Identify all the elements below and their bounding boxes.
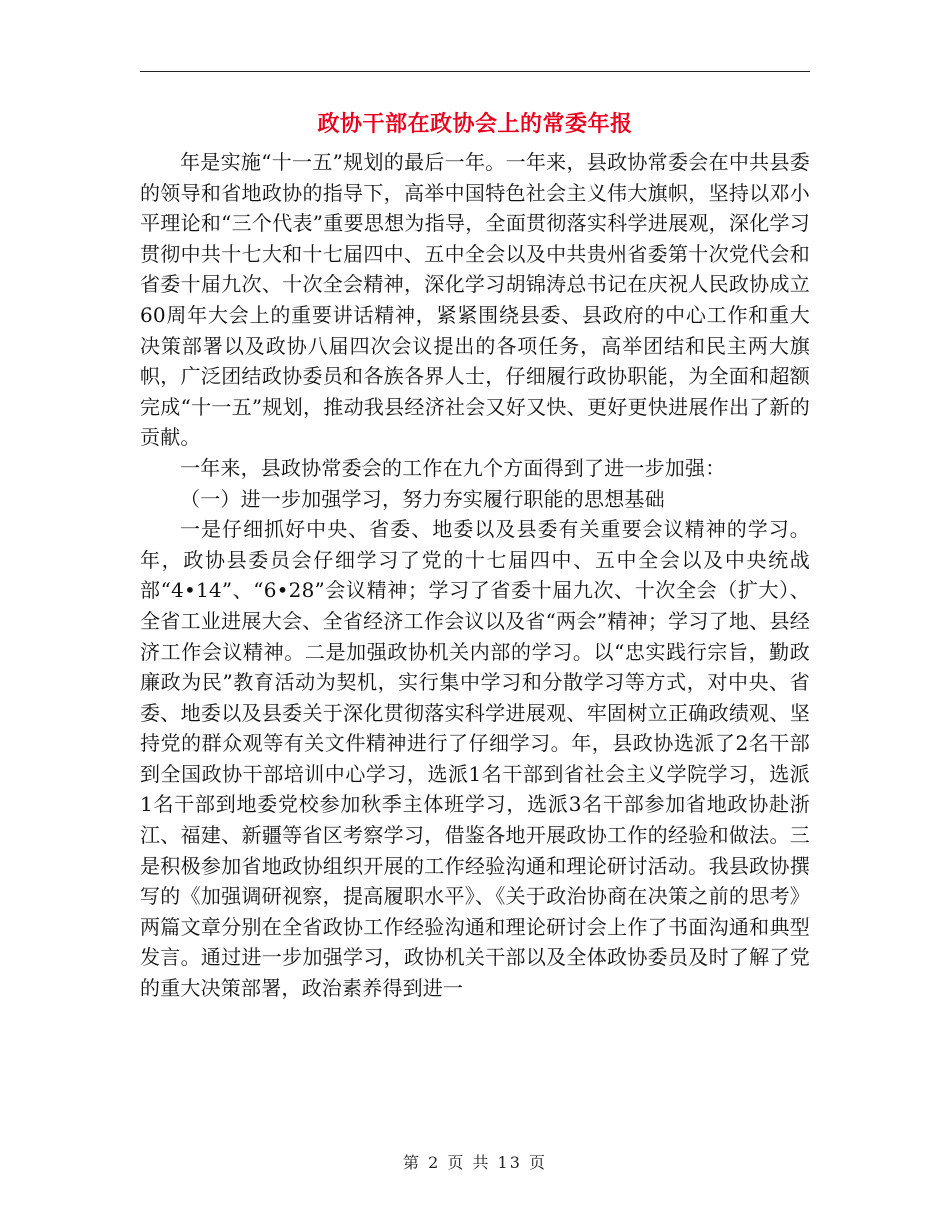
document-title: 政协干部在政协会上的常委年报 (317, 112, 633, 137)
paragraph-intro: 年是实施“十一五”规划的最后一年。一年来，县政协常委会在中共县委的领导和省地政协的指导下，高举中国特色社会主义伟大旗帜，坚持以邓小平理论和“三个代表”重要思想为指导，全面贯彻落实科学进展观，深化学习贯彻中共十七大和十七届四中、五中全会以及中共贵州省委第十次党代会和省委十届九次、十次全会精神，深化学习胡锦涛总书记在庆祝人民政协成立60周年大会上的重要讲话精神，紧紧围绕县委、县政府的中心工作和重大决策部署以及政协八届四次会议提出的各项任务，高举团结和民主两大旗帜，广泛团结政协委员和各族各界人士，仔细履行政协职能，为全面和超额完成“十一五”规划，推动我县经济社会又好又快、更好更快进展作出了新的贡献。 (140, 150, 810, 450)
paragraph-summary: 一年来，县政协常委会的工作在九个方面得到了进一步加强： (180, 455, 726, 480)
paragraph-study: 一是仔细抓好中央、省委、地委以及县委有关重要会议精神的学习。年，政协县委员会仔细学习了党的十七届四中、五中全会以及中央统战部“4•14”、“6•28”会议精神；学习了省委十届九次、十次全会（扩大）、全省工业进展大会、全省经济工作会议以及省“两会”精神；学习了地、县经济工作会议精神。二是加强政协机关内部的学习。以“忠实践行宗旨，勤政廉政为民”教育活动为契机，实行集中学习和分散学习等方式，对中央、省委、地委以及县委关于深化贯彻落实科学进展观、牢固树立正确政绩观、坚持党的群众观等有关文件精神进行了仔细学习。年，县政协选派了2名干部到全国政协干部培训中心学习，选派1名干部到省社会主义学院学习，选派1名干部到地委党校参加秋季主体班学习，选派3名干部参加省地政协赴浙江、福建、新疆等省区考察学习，借鉴各地开展政协工作的经验和做法。三是积极参加省地政协组织开展的工作经验沟通和理论研讨活动。我县政协撰写的《加强调研视察，提高履职水平》、《关于政治协商在决策之前的思考》两篇文章分别在全省政协工作经验沟通和理论研讨会上作了书面沟通和典型发言。通过进一步加强学习，政协机关干部以及全体政协委员及时了解了党的重大决策部署，政治素养得到进一 (140, 517, 810, 1001)
header-rule (140, 71, 810, 72)
section-heading-1: （一）进一步加强学习，努力夯实履行职能的思想基础 (180, 486, 665, 511)
document-body (140, 147, 810, 1004)
page-number: 第 2 页 共 13 页 (403, 1153, 547, 1172)
